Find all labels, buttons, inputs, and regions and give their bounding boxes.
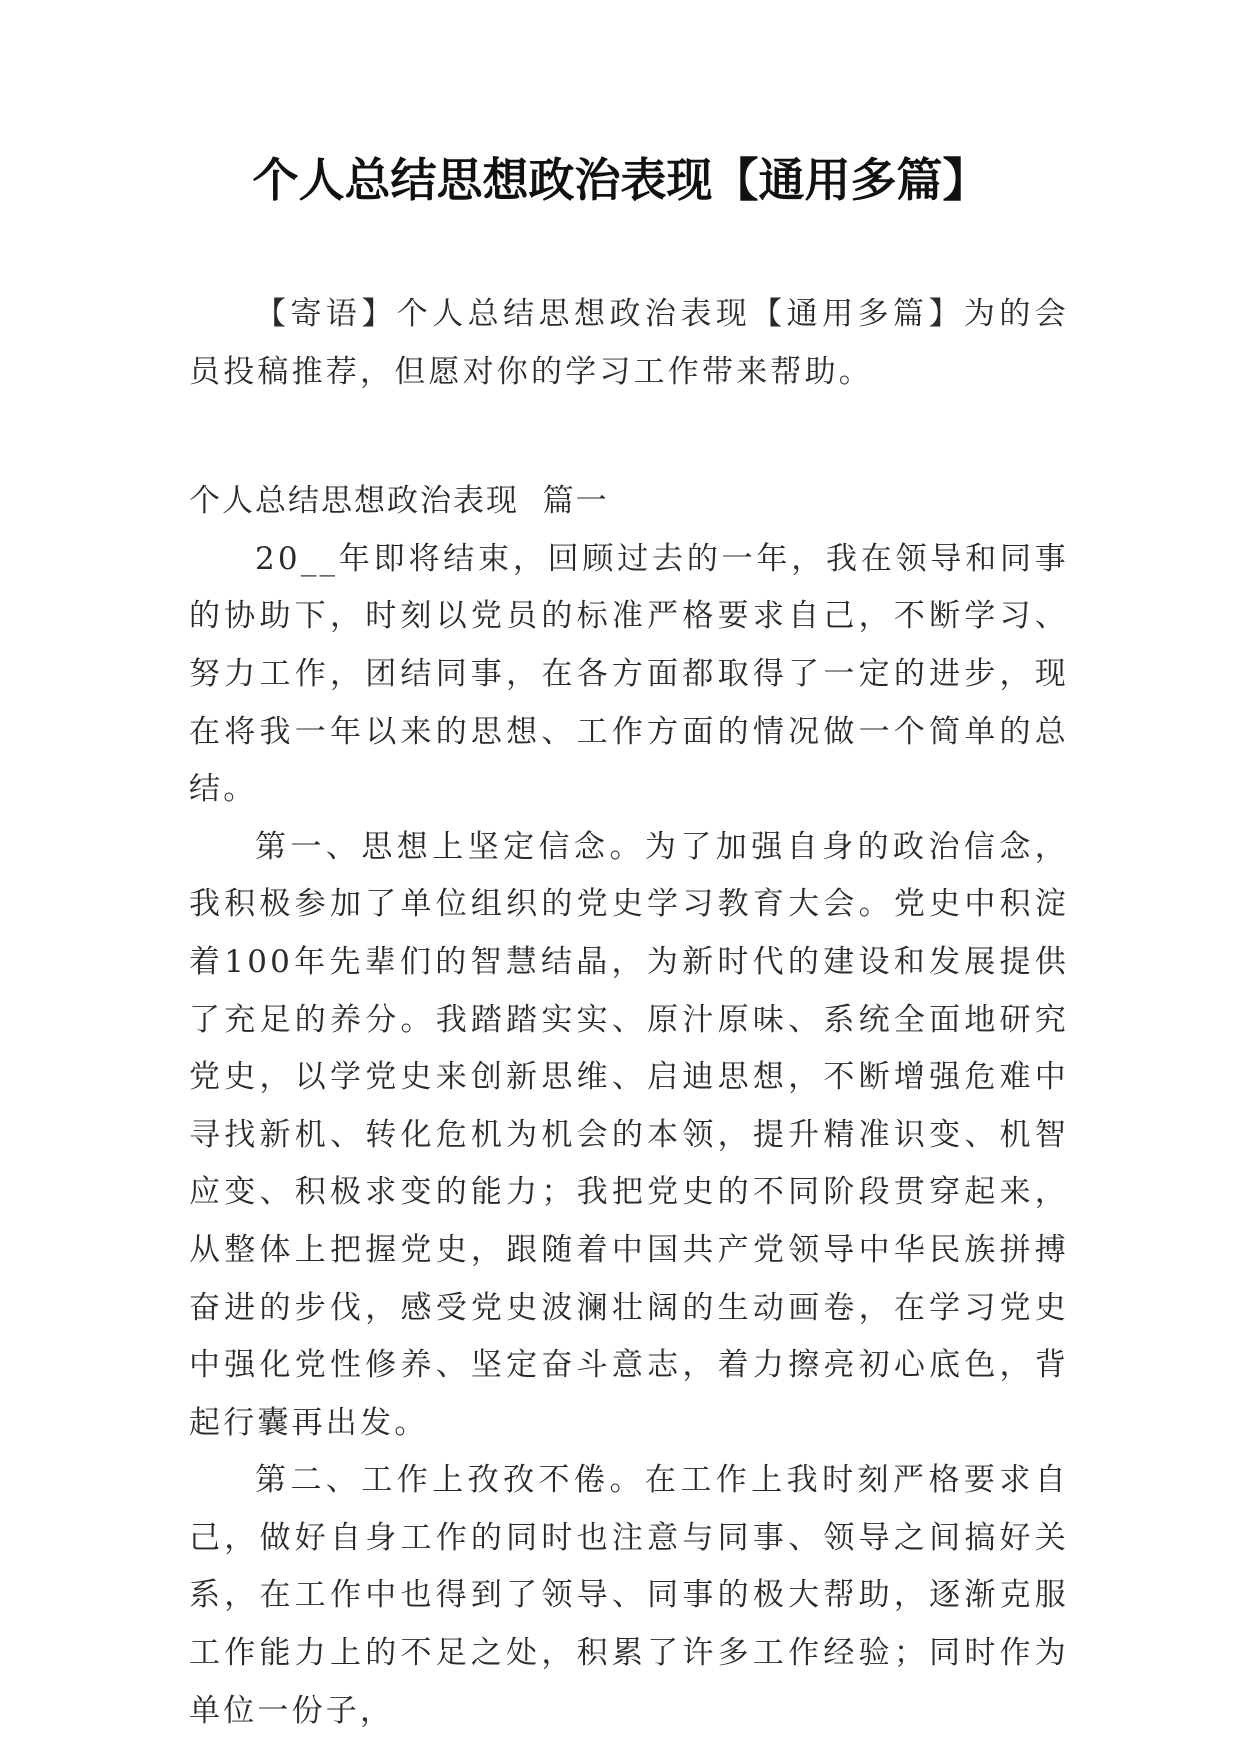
body-paragraph-3: 第二、工作上孜孜不倦。在工作上我时刻严格要求自己，做好自身工作的同时也注意与同事、领导之间搞好关系，在工作中也得到了领导、同事的极大帮助，逐渐克服工作能力上的不足之处，积累了许多工作经验；同时作为单位一份子，: [189, 1462, 1069, 1729]
document-body: [189, 286, 1069, 1740]
body-paragraph-2: 第一、思想上坚定信念。为了加强自身的政治信念，我积极参加了单位组织的党史学习教育大会。党史中积淀着100年先辈们的智慧结晶，为新时代的建设和发展提供了充足的养分。我踏踏实实、原汁原味、系统全面地研究党史，以学党史来创新思维、启迪思想，不断增强危难中寻找新机、转化危机为机会的本领，提升精准识变、机智应变、积极求变的能力；我把党史的不同阶段贯穿起来，从整体上把握党史，跟随着中国共产党领导中华民族拼搏奋进的步伐，感受党史波澜壮阔的生动画卷，在学习党史中强化党性修养、坚定奋斗意志，着力擦亮初心底色，背起行囊再出发。: [189, 828, 1069, 1441]
body-paragraph-1: 20__年即将结束，回顾过去的一年，我在领导和同事的协助下，时刻以党员的标准严格要求自己，不断学习、努力工作，团结同事，在各方面都取得了一定的进步，现在将我一年以来的思想、工作方面的情况做一个简单的总结。: [189, 540, 1069, 808]
document-title: 个人总结思想政治表现【通用多篇】: [252, 153, 989, 207]
section-heading: 个人总结思想政治表现 篇一: [189, 483, 609, 520]
intro-paragraph: 【寄语】个人总结思想政治表现【通用多篇】为的会员投稿推荐，但愿对你的学习工作带来帮助。: [189, 296, 1069, 390]
paragraph-gap: [189, 401, 1069, 473]
